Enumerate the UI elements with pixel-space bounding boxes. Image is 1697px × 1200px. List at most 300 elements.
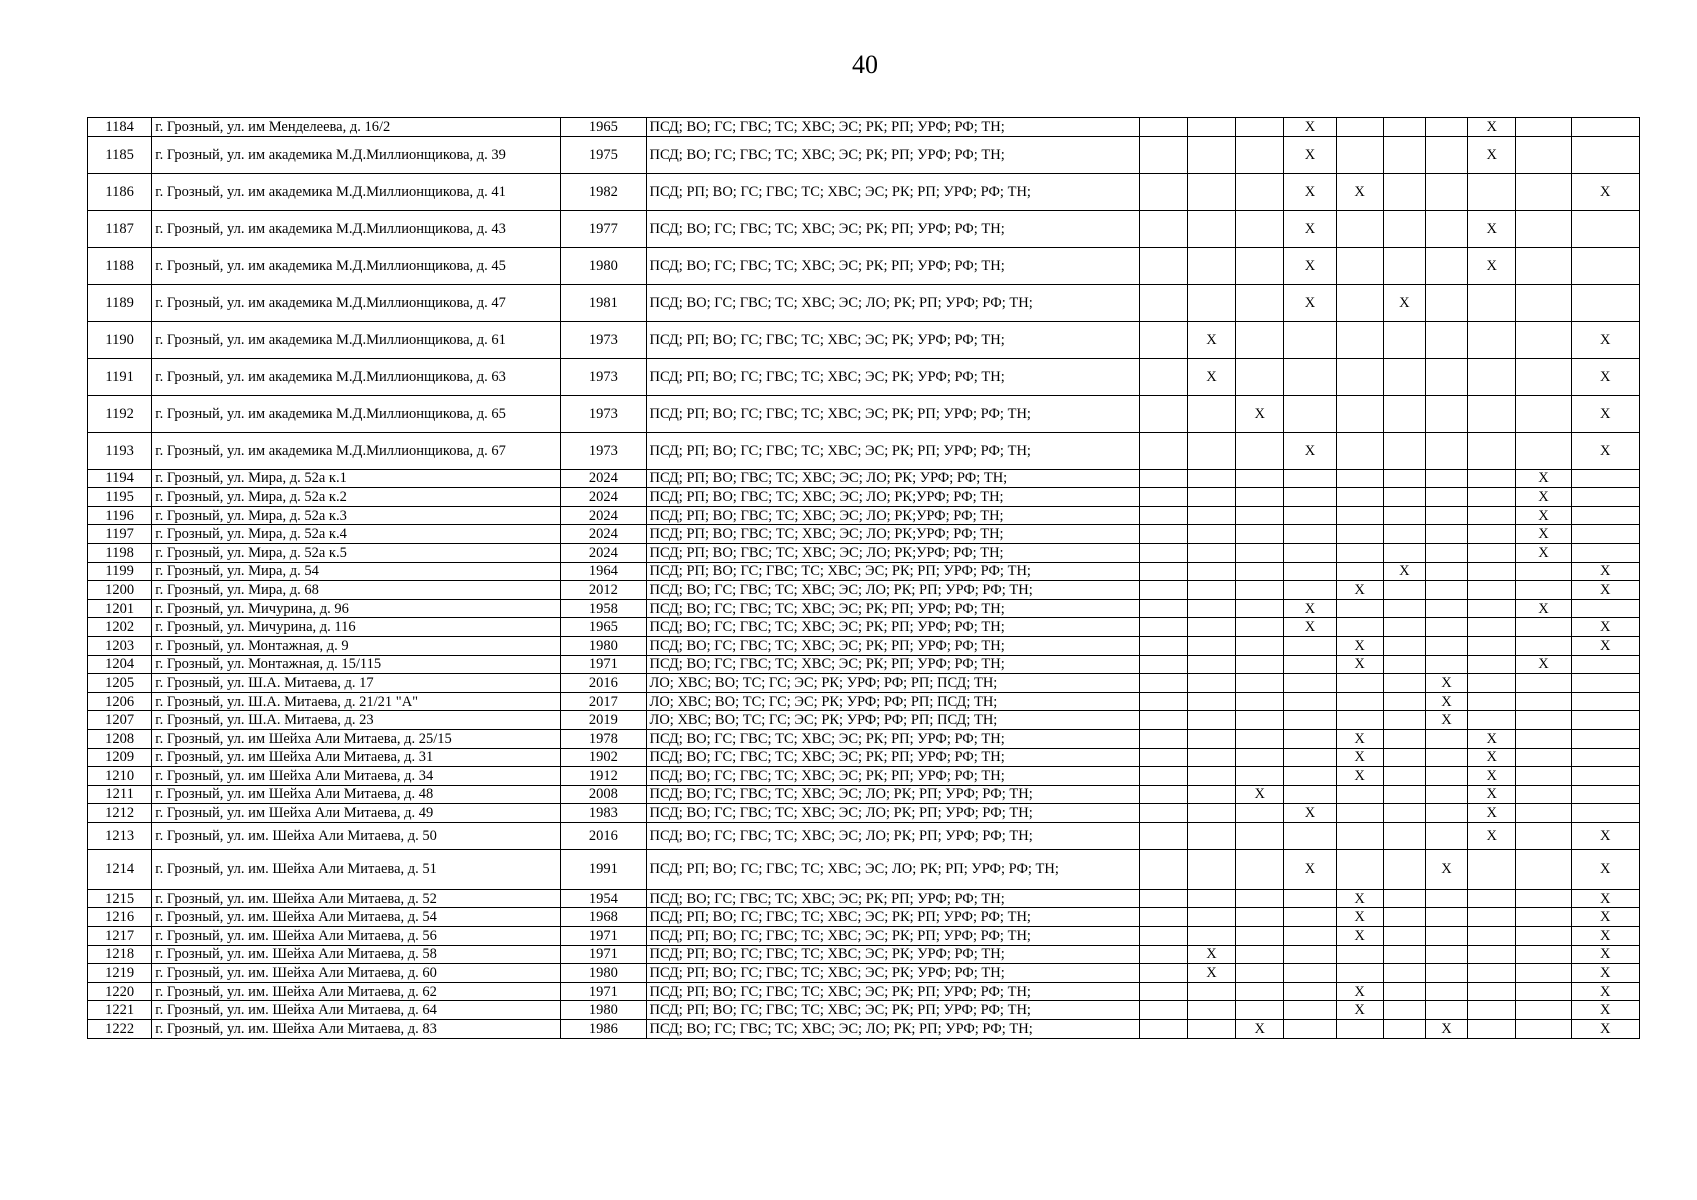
mark-cell xyxy=(1468,711,1516,730)
housing-registry-table xyxy=(87,117,1640,1039)
mark-cell xyxy=(1383,711,1425,730)
mark-cell: X xyxy=(1571,432,1639,469)
mark-cell xyxy=(1284,358,1336,395)
mark-cell xyxy=(1571,674,1639,693)
year-cell: 1973 xyxy=(561,395,646,432)
mark-cell xyxy=(1139,488,1187,507)
mark-cell xyxy=(1236,655,1284,674)
mark-cell xyxy=(1425,804,1467,823)
mark-cell xyxy=(1468,849,1516,889)
mark-cell xyxy=(1139,284,1187,321)
mark-cell xyxy=(1383,692,1425,711)
works-list-cell: ПСД; ВО; ГС; ГВС; ТС; ХВС; ЭС; РК; РП; УРФ; РФ; ТН; xyxy=(646,729,1139,748)
mark-cell xyxy=(1139,543,1187,562)
mark-cell xyxy=(1383,321,1425,358)
mark-cell xyxy=(1383,432,1425,469)
mark-cell xyxy=(1516,692,1571,711)
mark-cell: X xyxy=(1468,136,1516,173)
row-number: 1187 xyxy=(88,210,152,247)
row-number: 1208 xyxy=(88,729,152,748)
mark-cell xyxy=(1516,729,1571,748)
mark-cell xyxy=(1139,321,1187,358)
mark-cell xyxy=(1336,964,1383,983)
mark-cell xyxy=(1425,525,1467,544)
mark-cell: X xyxy=(1284,173,1336,210)
works-list-cell: ПСД; РП; ВО; ГВС; ТС; ХВС; ЭС; ЛО; РК;УРФ; РФ; ТН; xyxy=(646,488,1139,507)
mark-cell xyxy=(1139,136,1187,173)
mark-cell: X xyxy=(1571,849,1639,889)
works-list-cell: ПСД; ВО; ГС; ГВС; ТС; ХВС; ЭС; ЛО; РК; РП; УРФ; РФ; ТН; xyxy=(646,284,1139,321)
mark-cell xyxy=(1383,748,1425,767)
mark-cell xyxy=(1284,692,1336,711)
mark-cell: X xyxy=(1425,1020,1467,1039)
mark-cell xyxy=(1236,729,1284,748)
works-list-cell: ПСД; РП; ВО; ГС; ГВС; ТС; ХВС; ЭС; РК; УРФ; РФ; ТН; xyxy=(646,945,1139,964)
mark-cell xyxy=(1187,581,1235,600)
table-row xyxy=(88,173,1640,210)
mark-cell: X xyxy=(1284,618,1336,637)
mark-cell xyxy=(1187,729,1235,748)
mark-cell xyxy=(1336,849,1383,889)
row-number: 1205 xyxy=(88,674,152,693)
mark-cell xyxy=(1187,804,1235,823)
mark-cell xyxy=(1468,655,1516,674)
table-row xyxy=(88,908,1640,927)
mark-cell xyxy=(1425,210,1467,247)
year-cell: 1980 xyxy=(561,1001,646,1020)
mark-cell xyxy=(1571,599,1639,618)
mark-cell xyxy=(1468,543,1516,562)
mark-cell xyxy=(1336,711,1383,730)
address-cell: г. Грозный, ул. им. Шейха Али Митаева, д. 51 xyxy=(152,849,561,889)
mark-cell xyxy=(1139,674,1187,693)
mark-cell xyxy=(1236,945,1284,964)
mark-cell xyxy=(1236,247,1284,284)
table-row xyxy=(88,136,1640,173)
year-cell: 1968 xyxy=(561,908,646,927)
mark-cell xyxy=(1383,618,1425,637)
mark-cell xyxy=(1236,173,1284,210)
mark-cell: X xyxy=(1516,469,1571,488)
year-cell: 2024 xyxy=(561,488,646,507)
mark-cell: X xyxy=(1284,136,1336,173)
mark-cell xyxy=(1571,655,1639,674)
year-cell: 2024 xyxy=(561,506,646,525)
mark-cell xyxy=(1468,488,1516,507)
works-list-cell: ПСД; ВО; ГС; ГВС; ТС; ХВС; ЭС; РК; РП; УРФ; РФ; ТН; xyxy=(646,889,1139,908)
mark-cell xyxy=(1571,692,1639,711)
mark-cell xyxy=(1516,1001,1571,1020)
table-row xyxy=(88,945,1640,964)
mark-cell xyxy=(1236,432,1284,469)
mark-cell xyxy=(1516,321,1571,358)
mark-cell xyxy=(1284,748,1336,767)
address-cell: г. Грозный, ул. Монтажная, д. 9 xyxy=(152,636,561,655)
mark-cell xyxy=(1187,488,1235,507)
mark-cell: X xyxy=(1336,655,1383,674)
address-cell: г. Грозный, ул. им. Шейха Али Митаева, д. 54 xyxy=(152,908,561,927)
mark-cell xyxy=(1425,982,1467,1001)
table-row xyxy=(88,964,1640,983)
address-cell: г. Грозный, ул. им. Шейха Али Митаева, д. 64 xyxy=(152,1001,561,1020)
mark-cell xyxy=(1284,822,1336,849)
table-row xyxy=(88,118,1640,137)
mark-cell xyxy=(1187,927,1235,946)
mark-cell xyxy=(1516,118,1571,137)
mark-cell xyxy=(1571,748,1639,767)
works-list-cell: ЛО; ХВС; ВО; ТС; ГС; ЭС; РК; УРФ; РФ; РП; ПСД; ТН; xyxy=(646,674,1139,693)
year-cell: 1973 xyxy=(561,321,646,358)
mark-cell xyxy=(1336,674,1383,693)
mark-cell xyxy=(1383,927,1425,946)
mark-cell xyxy=(1139,525,1187,544)
mark-cell xyxy=(1139,358,1187,395)
address-cell: г. Грозный, ул. им Шейха Али Митаева, д. 34 xyxy=(152,767,561,786)
mark-cell xyxy=(1236,488,1284,507)
table-row xyxy=(88,982,1640,1001)
works-list-cell: ПСД; ВО; ГС; ГВС; ТС; ХВС; ЭС; ЛО; РК; РП; УРФ; РФ; ТН; xyxy=(646,785,1139,804)
mark-cell xyxy=(1336,136,1383,173)
mark-cell: X xyxy=(1571,945,1639,964)
mark-cell xyxy=(1139,118,1187,137)
mark-cell xyxy=(1571,469,1639,488)
address-cell: г. Грозный, ул. им. Шейха Али Митаева, д. 50 xyxy=(152,822,561,849)
mark-cell xyxy=(1284,488,1336,507)
mark-cell xyxy=(1336,785,1383,804)
row-number: 1206 xyxy=(88,692,152,711)
mark-cell: X xyxy=(1571,562,1639,581)
mark-cell xyxy=(1284,982,1336,1001)
mark-cell xyxy=(1236,599,1284,618)
table-row xyxy=(88,618,1640,637)
mark-cell xyxy=(1187,748,1235,767)
mark-cell xyxy=(1187,469,1235,488)
works-list-cell: ПСД; ВО; ГС; ГВС; ТС; ХВС; ЭС; РК; РП; УРФ; РФ; ТН; xyxy=(646,655,1139,674)
mark-cell: X xyxy=(1571,636,1639,655)
mark-cell xyxy=(1336,210,1383,247)
address-cell: г. Грозный, ул. им академика М.Д.Миллионщикова, д. 67 xyxy=(152,432,561,469)
mark-cell xyxy=(1236,711,1284,730)
mark-cell xyxy=(1336,822,1383,849)
works-list-cell: ПСД; ВО; ГС; ГВС; ТС; ХВС; ЭС; РК; РП; УРФ; РФ; ТН; xyxy=(646,210,1139,247)
mark-cell xyxy=(1516,173,1571,210)
row-number: 1194 xyxy=(88,469,152,488)
mark-cell xyxy=(1425,562,1467,581)
mark-cell: X xyxy=(1236,1020,1284,1039)
mark-cell xyxy=(1187,432,1235,469)
row-number: 1219 xyxy=(88,964,152,983)
mark-cell xyxy=(1383,395,1425,432)
row-number: 1217 xyxy=(88,927,152,946)
mark-cell xyxy=(1571,543,1639,562)
mark-cell xyxy=(1383,785,1425,804)
mark-cell xyxy=(1383,173,1425,210)
year-cell: 2024 xyxy=(561,543,646,562)
mark-cell xyxy=(1516,748,1571,767)
mark-cell: X xyxy=(1336,636,1383,655)
mark-cell xyxy=(1284,729,1336,748)
table-row xyxy=(88,804,1640,823)
address-cell: г. Грозный, ул. им академика М.Д.Миллионщикова, д. 61 xyxy=(152,321,561,358)
mark-cell xyxy=(1139,1020,1187,1039)
mark-cell xyxy=(1284,889,1336,908)
mark-cell xyxy=(1516,804,1571,823)
mark-cell: X xyxy=(1468,118,1516,137)
mark-cell xyxy=(1571,506,1639,525)
mark-cell xyxy=(1236,982,1284,1001)
row-number: 1192 xyxy=(88,395,152,432)
address-cell: г. Грозный, ул. Мира, д. 52а к.4 xyxy=(152,525,561,544)
mark-cell xyxy=(1468,358,1516,395)
mark-cell xyxy=(1516,785,1571,804)
works-list-cell: ПСД; РП; ВО; ГС; ГВС; ТС; ХВС; ЭС; РК; РП; УРФ; РФ; ТН; xyxy=(646,432,1139,469)
works-list-cell: ПСД; ВО; ГС; ГВС; ТС; ХВС; ЭС; ЛО; РК; РП; УРФ; РФ; ТН; xyxy=(646,822,1139,849)
mark-cell xyxy=(1468,1020,1516,1039)
mark-cell: X xyxy=(1425,692,1467,711)
mark-cell xyxy=(1383,118,1425,137)
mark-cell xyxy=(1236,822,1284,849)
mark-cell xyxy=(1468,506,1516,525)
mark-cell xyxy=(1383,506,1425,525)
mark-cell xyxy=(1383,822,1425,849)
mark-cell: X xyxy=(1571,964,1639,983)
works-list-cell: ПСД; ВО; ГС; ГВС; ТС; ХВС; ЭС; РК; РП; УРФ; РФ; ТН; xyxy=(646,748,1139,767)
mark-cell xyxy=(1468,618,1516,637)
mark-cell xyxy=(1236,543,1284,562)
mark-cell xyxy=(1139,395,1187,432)
year-cell: 1971 xyxy=(561,927,646,946)
address-cell: г. Грозный, ул. Мира, д. 54 xyxy=(152,562,561,581)
address-cell: г. Грозный, ул. Мира, д. 68 xyxy=(152,581,561,600)
row-number: 1190 xyxy=(88,321,152,358)
mark-cell xyxy=(1336,395,1383,432)
mark-cell xyxy=(1425,284,1467,321)
mark-cell xyxy=(1139,849,1187,889)
mark-cell xyxy=(1139,655,1187,674)
row-number: 1220 xyxy=(88,982,152,1001)
mark-cell xyxy=(1139,889,1187,908)
row-number: 1199 xyxy=(88,562,152,581)
mark-cell xyxy=(1383,599,1425,618)
row-number: 1200 xyxy=(88,581,152,600)
mark-cell: X xyxy=(1336,581,1383,600)
mark-cell xyxy=(1516,136,1571,173)
table-row xyxy=(88,284,1640,321)
address-cell: г. Грозный, ул. им. Шейха Али Митаева, д. 58 xyxy=(152,945,561,964)
mark-cell xyxy=(1516,674,1571,693)
mark-cell: X xyxy=(1187,358,1235,395)
mark-cell xyxy=(1425,822,1467,849)
table-row xyxy=(88,599,1640,618)
mark-cell xyxy=(1187,849,1235,889)
row-number: 1216 xyxy=(88,908,152,927)
mark-cell xyxy=(1336,358,1383,395)
year-cell: 2012 xyxy=(561,581,646,600)
row-number: 1186 xyxy=(88,173,152,210)
mark-cell xyxy=(1336,1020,1383,1039)
row-number: 1210 xyxy=(88,767,152,786)
mark-cell xyxy=(1468,674,1516,693)
table-row xyxy=(88,321,1640,358)
table-row xyxy=(88,636,1640,655)
year-cell: 1983 xyxy=(561,804,646,823)
mark-cell xyxy=(1187,655,1235,674)
year-cell: 1964 xyxy=(561,562,646,581)
mark-cell xyxy=(1139,748,1187,767)
mark-cell xyxy=(1236,767,1284,786)
mark-cell xyxy=(1516,247,1571,284)
mark-cell xyxy=(1425,889,1467,908)
mark-cell xyxy=(1187,1020,1235,1039)
works-list-cell: ПСД; РП; ВО; ГВС; ТС; ХВС; ЭС; ЛО; РК; УРФ; РФ; ТН; xyxy=(646,469,1139,488)
year-cell: 1986 xyxy=(561,1020,646,1039)
address-cell: г. Грозный, ул. им. Шейха Али Митаева, д. 56 xyxy=(152,927,561,946)
mark-cell xyxy=(1139,618,1187,637)
mark-cell xyxy=(1468,692,1516,711)
address-cell: г. Грозный, ул. Ш.А. Митаева, д. 21/21 "А" xyxy=(152,692,561,711)
year-cell: 2019 xyxy=(561,711,646,730)
table-row xyxy=(88,927,1640,946)
mark-cell: X xyxy=(1187,945,1235,964)
mark-cell: X xyxy=(1468,767,1516,786)
mark-cell xyxy=(1139,469,1187,488)
row-number: 1213 xyxy=(88,822,152,849)
works-list-cell: ПСД; РП; ВО; ГС; ГВС; ТС; ХВС; ЭС; РК; РП; УРФ; РФ; ТН; xyxy=(646,908,1139,927)
mark-cell xyxy=(1425,618,1467,637)
address-cell: г. Грозный, ул. Ш.А. Митаева, д. 23 xyxy=(152,711,561,730)
mark-cell xyxy=(1468,889,1516,908)
row-number: 1209 xyxy=(88,748,152,767)
mark-cell xyxy=(1425,395,1467,432)
mark-cell: X xyxy=(1468,729,1516,748)
mark-cell xyxy=(1187,136,1235,173)
table-row xyxy=(88,655,1640,674)
mark-cell xyxy=(1284,1020,1336,1039)
row-number: 1212 xyxy=(88,804,152,823)
mark-cell xyxy=(1139,599,1187,618)
mark-cell: X xyxy=(1336,748,1383,767)
mark-cell xyxy=(1383,729,1425,748)
mark-cell xyxy=(1139,785,1187,804)
mark-cell: X xyxy=(1236,395,1284,432)
mark-cell xyxy=(1236,1001,1284,1020)
mark-cell xyxy=(1425,247,1467,284)
mark-cell xyxy=(1139,767,1187,786)
mark-cell xyxy=(1284,525,1336,544)
mark-cell xyxy=(1383,982,1425,1001)
mark-cell xyxy=(1336,562,1383,581)
year-cell: 1981 xyxy=(561,284,646,321)
works-list-cell: ЛО; ХВС; ВО; ТС; ГС; ЭС; РК; УРФ; РФ; РП; ПСД; ТН; xyxy=(646,711,1139,730)
table-row xyxy=(88,711,1640,730)
mark-cell: X xyxy=(1336,729,1383,748)
mark-cell xyxy=(1425,599,1467,618)
row-number: 1215 xyxy=(88,889,152,908)
mark-cell: X xyxy=(1468,748,1516,767)
works-list-cell: ПСД; РП; ВО; ГС; ГВС; ТС; ХВС; ЭС; РК; РП; УРФ; РФ; ТН; xyxy=(646,173,1139,210)
mark-cell: X xyxy=(1284,118,1336,137)
mark-cell xyxy=(1468,562,1516,581)
mark-cell xyxy=(1468,636,1516,655)
mark-cell xyxy=(1139,692,1187,711)
table-row xyxy=(88,543,1640,562)
mark-cell xyxy=(1336,599,1383,618)
address-cell: г. Грозный, ул. им. Шейха Али Митаева, д. 83 xyxy=(152,1020,561,1039)
mark-cell xyxy=(1468,581,1516,600)
address-cell: г. Грозный, ул. Мичурина, д. 116 xyxy=(152,618,561,637)
mark-cell xyxy=(1284,767,1336,786)
mark-cell xyxy=(1139,432,1187,469)
mark-cell xyxy=(1425,908,1467,927)
mark-cell: X xyxy=(1571,1020,1639,1039)
row-number: 1214 xyxy=(88,849,152,889)
mark-cell xyxy=(1336,247,1383,284)
row-number: 1188 xyxy=(88,247,152,284)
works-list-cell: ПСД; ВО; ГС; ГВС; ТС; ХВС; ЭС; РК; РП; УРФ; РФ; ТН; xyxy=(646,599,1139,618)
mark-cell xyxy=(1336,525,1383,544)
mark-cell xyxy=(1516,982,1571,1001)
mark-cell xyxy=(1139,729,1187,748)
mark-cell xyxy=(1516,284,1571,321)
mark-cell xyxy=(1187,1001,1235,1020)
mark-cell xyxy=(1468,525,1516,544)
address-cell: г. Грозный, ул. Монтажная, д. 15/115 xyxy=(152,655,561,674)
mark-cell xyxy=(1236,674,1284,693)
mark-cell xyxy=(1139,506,1187,525)
works-list-cell: ПСД; РП; ВО; ГС; ГВС; ТС; ХВС; ЭС; РК; РП; УРФ; РФ; ТН; xyxy=(646,982,1139,1001)
row-number: 1211 xyxy=(88,785,152,804)
mark-cell xyxy=(1383,674,1425,693)
mark-cell xyxy=(1187,173,1235,210)
row-number: 1198 xyxy=(88,543,152,562)
mark-cell: X xyxy=(1383,562,1425,581)
mark-cell xyxy=(1187,767,1235,786)
mark-cell xyxy=(1425,173,1467,210)
table-row xyxy=(88,822,1640,849)
mark-cell xyxy=(1383,908,1425,927)
mark-cell xyxy=(1571,525,1639,544)
mark-cell xyxy=(1336,321,1383,358)
mark-cell: X xyxy=(1284,210,1336,247)
mark-cell xyxy=(1383,358,1425,395)
mark-cell: X xyxy=(1571,321,1639,358)
mark-cell xyxy=(1187,118,1235,137)
mark-cell xyxy=(1383,804,1425,823)
mark-cell: X xyxy=(1336,908,1383,927)
mark-cell xyxy=(1284,321,1336,358)
year-cell: 1975 xyxy=(561,136,646,173)
mark-cell xyxy=(1236,321,1284,358)
mark-cell xyxy=(1187,692,1235,711)
mark-cell xyxy=(1516,562,1571,581)
mark-cell: X xyxy=(1571,581,1639,600)
mark-cell xyxy=(1284,674,1336,693)
mark-cell xyxy=(1383,525,1425,544)
address-cell: г. Грозный, ул. Мира, д. 52а к.5 xyxy=(152,543,561,562)
works-list-cell: ПСД; РП; ВО; ГС; ГВС; ТС; ХВС; ЭС; РК; УРФ; РФ; ТН; xyxy=(646,321,1139,358)
mark-cell xyxy=(1425,785,1467,804)
address-cell: г. Грозный, ул. им Шейха Али Митаева, д. 48 xyxy=(152,785,561,804)
table-row xyxy=(88,395,1640,432)
mark-cell xyxy=(1336,543,1383,562)
mark-cell xyxy=(1236,636,1284,655)
table-row xyxy=(88,692,1640,711)
mark-cell xyxy=(1236,506,1284,525)
table-row xyxy=(88,562,1640,581)
mark-cell xyxy=(1187,785,1235,804)
mark-cell xyxy=(1383,655,1425,674)
mark-cell xyxy=(1284,506,1336,525)
